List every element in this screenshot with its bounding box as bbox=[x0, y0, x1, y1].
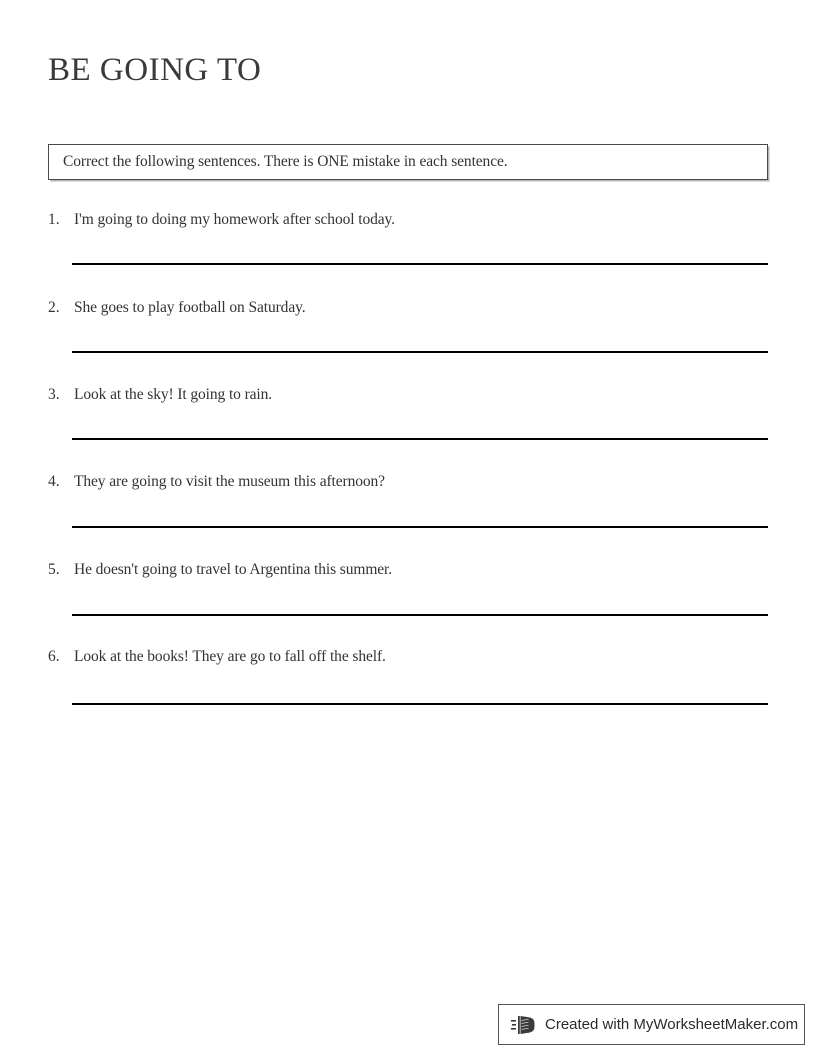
question-text: They are going to visit the museum this afternoon? bbox=[74, 473, 385, 490]
question-row bbox=[48, 473, 768, 491]
instructions-box bbox=[48, 144, 768, 180]
question-item-2 bbox=[48, 299, 768, 317]
question-text: Look at the sky! It going to rain. bbox=[74, 386, 273, 403]
question-number: 3. bbox=[48, 386, 60, 403]
question-row bbox=[48, 211, 768, 229]
instructions-text: Correct the following sentences. There is ONE mistake in each sentence. bbox=[63, 153, 508, 170]
question-item-3 bbox=[48, 386, 768, 404]
question-number: 5. bbox=[48, 561, 60, 578]
question-number: 6. bbox=[48, 648, 60, 665]
question-item-1 bbox=[48, 211, 768, 229]
question-text: He doesn't going to travel to Argentina this summer. bbox=[74, 561, 393, 578]
answer-line-3[interactable] bbox=[72, 438, 768, 440]
footer-credit-text: Created with MyWorksheetMaker.com bbox=[545, 1016, 799, 1033]
question-item-5 bbox=[48, 561, 768, 579]
answer-line-4[interactable] bbox=[72, 526, 768, 528]
answer-line-6[interactable] bbox=[72, 703, 768, 705]
question-text: She goes to play football on Saturday. bbox=[74, 299, 306, 316]
answer-line-2[interactable] bbox=[72, 351, 768, 353]
page-title: BE GOING TO bbox=[48, 52, 262, 88]
question-number: 4. bbox=[48, 473, 60, 490]
question-item-4 bbox=[48, 473, 768, 491]
question-row bbox=[48, 386, 768, 404]
worksheet-maker-logo-icon bbox=[511, 1014, 537, 1036]
question-row bbox=[48, 299, 768, 317]
question-number: 2. bbox=[48, 299, 60, 316]
question-row bbox=[48, 561, 768, 579]
question-row bbox=[48, 648, 768, 666]
question-item-6 bbox=[48, 648, 768, 666]
question-text: I'm going to doing my homework after school today. bbox=[74, 211, 395, 228]
footer-credit-badge[interactable] bbox=[498, 1004, 805, 1045]
answer-line-1[interactable] bbox=[72, 263, 768, 265]
question-text: Look at the books! They are go to fall off the shelf. bbox=[74, 648, 386, 665]
answer-line-5[interactable] bbox=[72, 614, 768, 616]
question-number: 1. bbox=[48, 211, 60, 228]
